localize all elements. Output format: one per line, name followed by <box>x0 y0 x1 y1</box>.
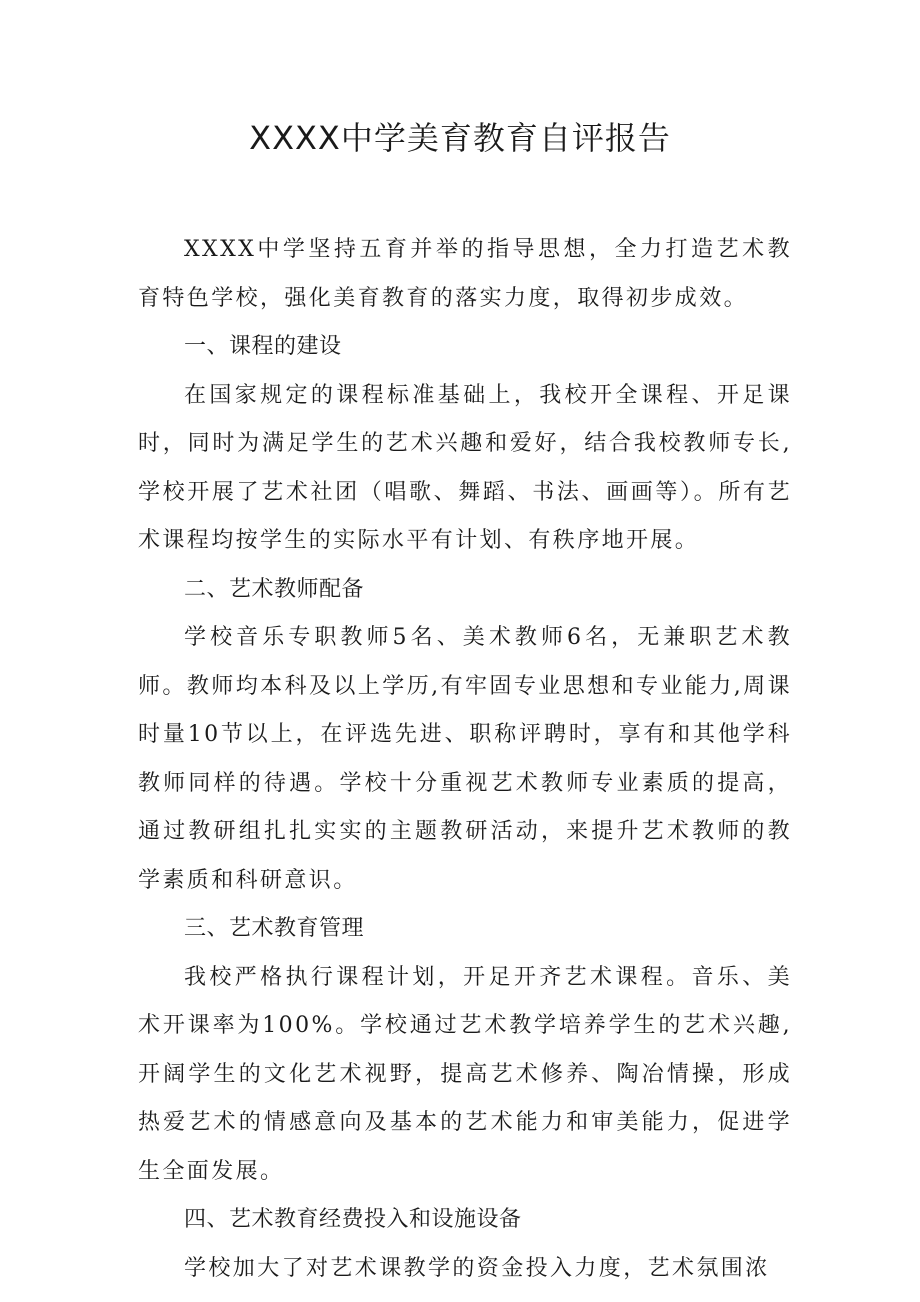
section-body-management: 我校严格执行课程计划，开足开齐艺术课程。音乐、美术开课率为100%。学校通过艺术教学培养学生的艺术兴趣,开阔学生的文化艺术视野，提高艺术修养、陶冶情操，形成热爱艺术的情感意向及基本的艺术能力和审美能力，促进学生全面发展。 <box>138 964 792 1184</box>
document-body <box>138 226 792 1293</box>
section-heading-management: 三、艺术教育管理 <box>184 916 365 941</box>
section-heading-funding: 四、艺术教育经费投入和设施设备 <box>184 1207 522 1232</box>
document-title: XXXX中学美育教育自评报告 <box>249 119 671 157</box>
intro-paragraph: XXXX中学坚持五育并举的指导思想，全力打造艺术教育特色学校，强化美育教育的落实力度，取得初步成效。 <box>138 237 792 311</box>
section-body-funding: 学校加大了对艺术课教学的资金投入力度，艺术氛围浓 <box>184 1255 770 1281</box>
section-heading-teachers: 二、艺术教师配备 <box>184 576 365 602</box>
section-body-curriculum: 在国家规定的课程标准基础上，我校开全课程、开足课时，同时为满足学生的艺术兴趣和爱好，结合我校教师专长,学校开展了艺术社团（唱歌、舞蹈、书法、画画等）。所有艺术课程均按学生的实际水平有计划、有秩序地开展。 <box>138 382 792 553</box>
section-body-teachers: 学校音乐专职教师5名、美术教师6名，无兼职艺术教师。教师均本科及以上学历,有牢固专业思想和专业能力,周课时量10节以上，在评选先进、职称评聘时，享有和其他学科教师同样的待遇。学校十分重视艺术教师专业素质的提高，通过教研组扎扎实实的主题教研活动，来提升艺术教师的教学素质和科研意识。 <box>138 625 792 893</box>
section-heading-curriculum: 一、课程的建设 <box>184 334 342 359</box>
